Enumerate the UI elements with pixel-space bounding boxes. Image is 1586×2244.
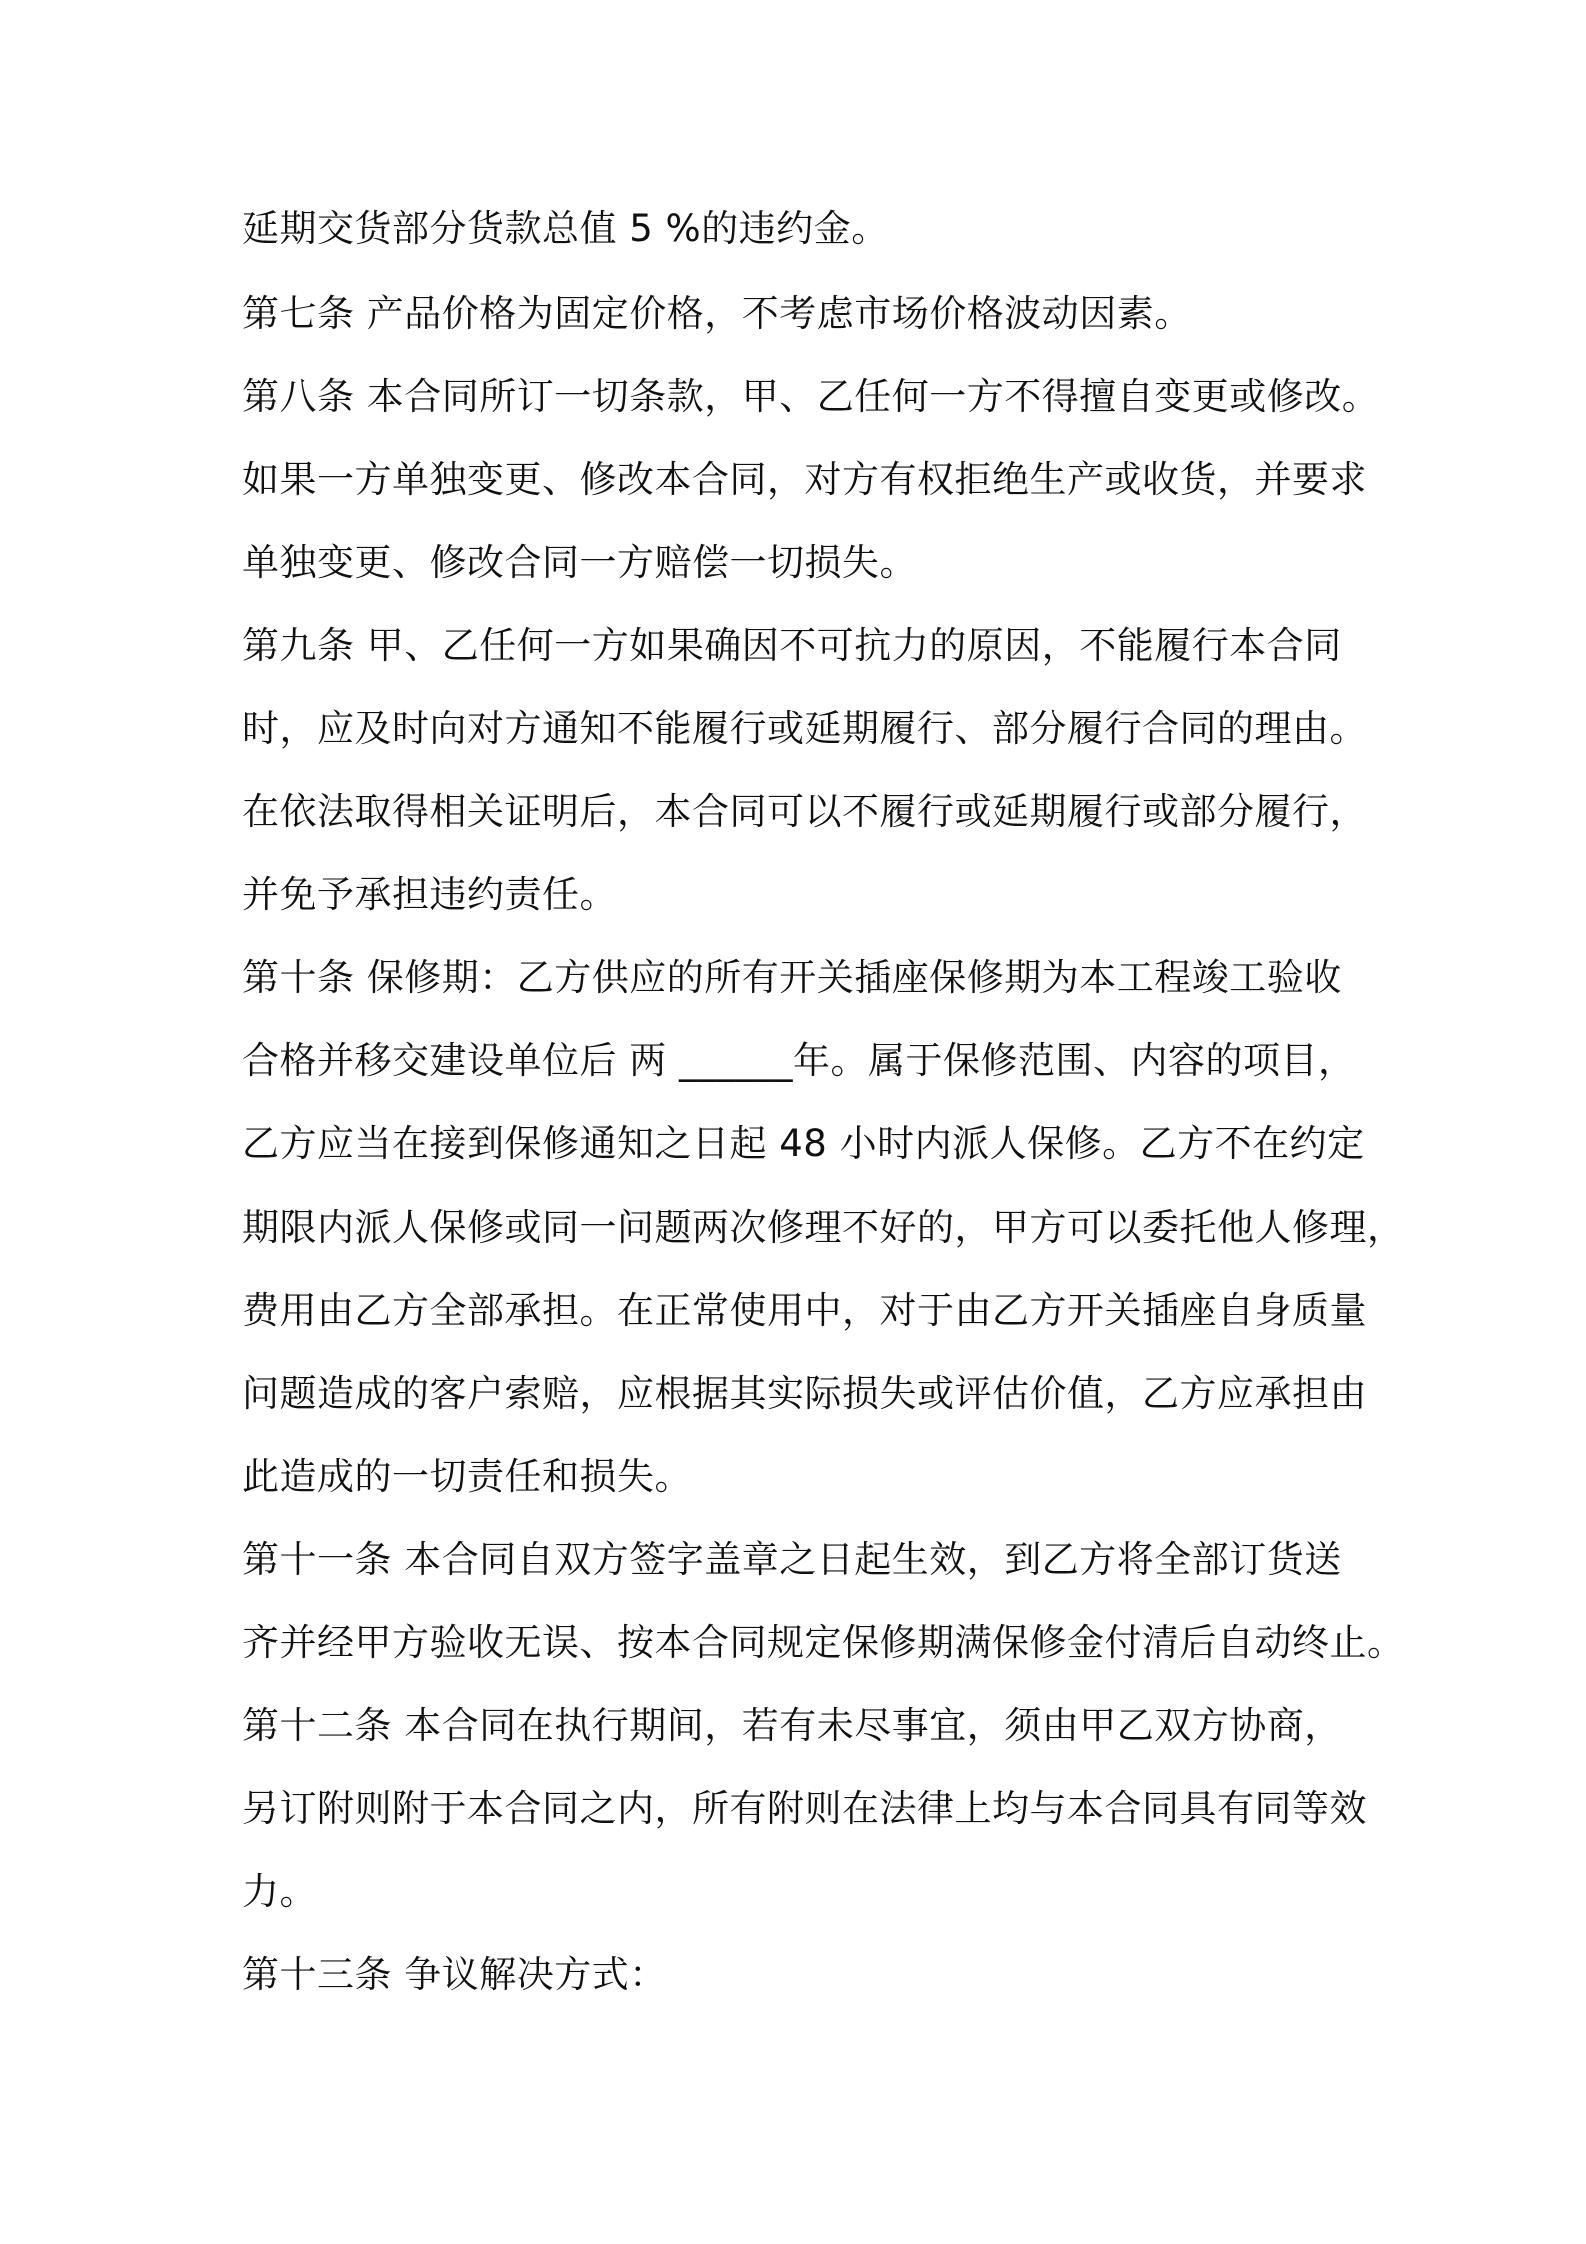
text-line: 如果一方单独变更、修改本合同，对方有权拒绝生产或收货，并要求 (242, 458, 1367, 501)
text-line: 时，应及时向对方通知不能履行或延期履行、部分履行合同的理由。 (242, 707, 1367, 750)
text-line: 单独变更、修改合同一方赔偿一切损失。 (242, 541, 917, 584)
text-line: 并免予承担违约责任。 (242, 873, 617, 916)
text-line: 期限内派人保修或同一问题两次修理不好的，甲方可以委托他人修理， (242, 1206, 1405, 1249)
text-line: 延期交货部分货款总值 5 %的违约金。 (242, 207, 889, 250)
text-line: 第九条 甲、乙任何一方如果确因不可抗力的原因，不能履行本合同 (242, 624, 1342, 667)
text-line: 在依法取得相关证明后，本合同可以不履行或延期履行或部分履行， (242, 790, 1367, 833)
text-line: 第八条 本合同所订一切条款，甲、乙任何一方不得擅自变更或修改。 (242, 375, 1380, 418)
text-line: 齐并经甲方验收无误、按本合同规定保修期满保修金付清后自动终止。 (242, 1621, 1405, 1664)
text-line: 第十二条 本合同在执行期间，若有未尽事宜，须由甲乙双方协商， (242, 1704, 1342, 1747)
text-line: 第七条 产品价格为固定价格，不考虑市场价格波动因素。 (242, 292, 1192, 335)
text-line: 力。 (242, 1870, 317, 1913)
text-line: 另订附则附于本合同之内，所有附则在法律上均与本合同具有同等效 (242, 1787, 1367, 1830)
text-line: 费用由乙方全部承担。在正常使用中，对于由乙方开关插座自身质量 (242, 1289, 1367, 1332)
text-line: 问题造成的客户索赔，应根据其实际损失或评估价值，乙方应承担由 (242, 1372, 1367, 1415)
text-line: 第十三条 争议解决方式： (242, 1953, 667, 1996)
text-line: 合格并移交建设单位后 两 ______年。属于保修范围、内容的项目， (242, 1039, 1356, 1082)
text-line: 此造成的一切责任和损失。 (242, 1455, 692, 1498)
text-line: 乙方应当在接到保修通知之日起 48 小时内派人保修。乙方不在约定 (242, 1122, 1365, 1165)
text-line: 第十一条 本合同自双方签字盖章之日起生效，到乙方将全部订货送 (242, 1538, 1342, 1581)
text-line: 第十条 保修期：乙方供应的所有开关插座保修期为本工程竣工验收 (242, 956, 1342, 999)
